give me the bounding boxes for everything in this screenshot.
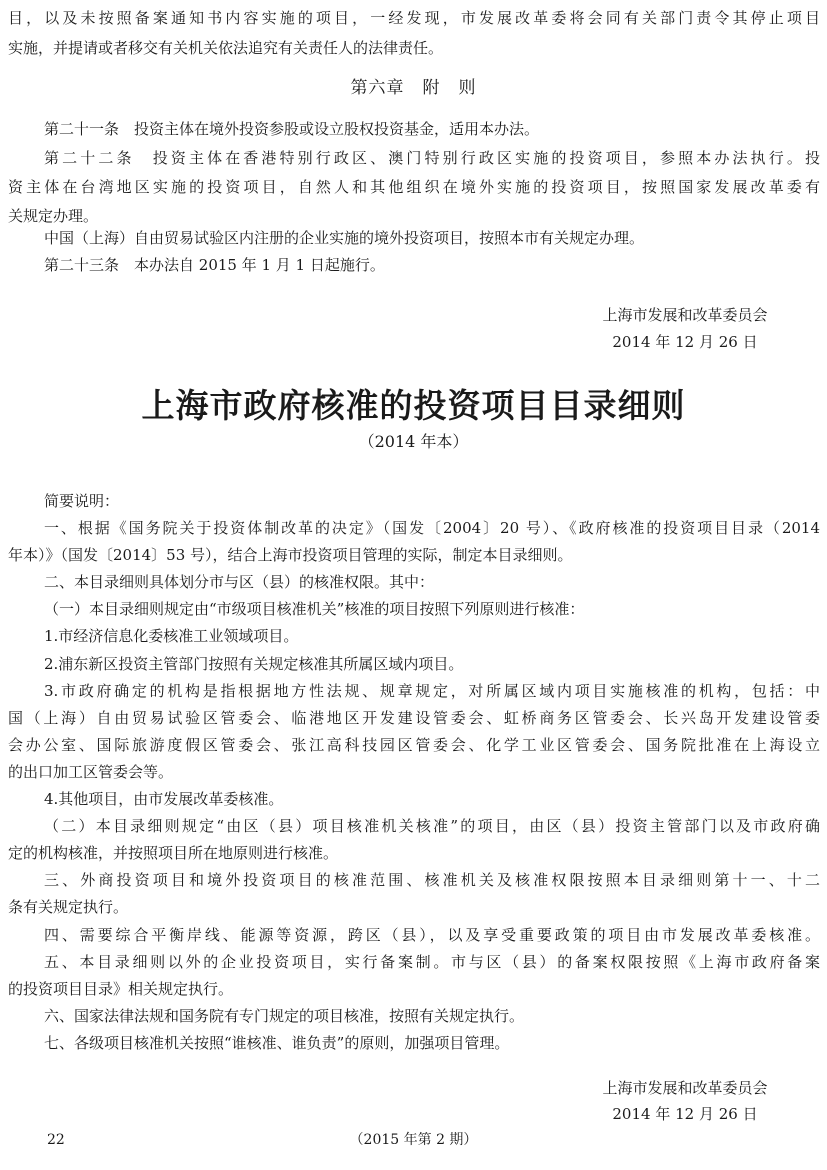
article-22-line-1: 第二十二条 投资主体在香港特别行政区、澳门特别行政区实施的投资项目，参照本办法执行。投	[44, 149, 820, 167]
explanation-line: 会办公室、国际旅游度假区管委会、张江高科技园区管委会、化学工业区管委会、国务院批准在上海设立	[8, 736, 820, 754]
explanation-line: 七、各级项目核准机关按照“谁核准、谁负责”的原则，加强项目管理。	[44, 1034, 510, 1052]
article-23: 第二十三条 本办法自 2015 年 1 月 1 日起施行。	[44, 256, 385, 274]
explanation-line: （一）本目录细则规定由“市级项目核准机关”核准的项目按照下列原则进行核准：	[44, 600, 585, 618]
signature-org-1: 上海市发展和改革委员会	[602, 306, 768, 324]
continuation-line-2: 实施，并提请或者移交有关机关依法追究有关责任人的法律责任。	[8, 39, 444, 57]
document-subtitle: （2014 年本）	[358, 432, 469, 451]
explanation-heading: 简要说明：	[44, 492, 120, 510]
explanation-line: 五、本目录细则以外的企业投资项目，实行备案制。市与区（县）的备案权限按照《上海市政府备案	[44, 953, 820, 971]
explanation-line: 定的机构核准，并按照项目所在地原则进行核准。	[8, 844, 339, 862]
explanation-line: 的出口加工区管委会等。	[8, 763, 174, 781]
ftz-clause: 中国（上海）自由贸易试验区内注册的企业实施的境外投资项目，按照本市有关规定办理。	[44, 229, 645, 247]
document-title: 上海市政府核准的投资项目目录细则	[141, 386, 686, 425]
explanation-line: 四、需要综合平衡岸线、能源等资源，跨区（县），以及享受重要政策的项目由市发展改革委核准。	[44, 926, 820, 944]
explanation-line: 3.市政府确定的机构是指根据地方性法规、规章规定，对所属区域内项目实施核准的机构，包括：中	[44, 682, 820, 700]
explanation-line: 条有关规定执行。	[8, 898, 129, 916]
signature-date-1: 2014 年 12 月 26 日	[612, 333, 758, 351]
explanation-line: 4.其他项目，由市发展改革委核准。	[44, 790, 284, 808]
page-number: 22	[47, 1132, 65, 1148]
chapter-heading: 第六章 附 则	[350, 78, 477, 98]
explanation-line: 2.浦东新区投资主管部门按照有关规定核准其所属区域内项目。	[44, 655, 464, 673]
explanation-line: 三、外商投资项目和境外投资项目的核准范围、核准机关及核准权限按照本目录细则第十一、十二	[44, 871, 820, 889]
article-21: 第二十一条 投资主体在境外投资参股或设立股权投资基金，适用本办法。	[44, 120, 540, 138]
issue-label: （2015 年第 2 期）	[349, 1132, 478, 1148]
explanation-line: 1.市经济信息化委核准工业领域项目。	[44, 627, 299, 645]
explanation-line: 的投资项目目录》相关规定执行。	[8, 980, 234, 998]
signature-date-2: 2014 年 12 月 26 日	[612, 1105, 758, 1123]
signature-org-2: 上海市发展和改革委员会	[602, 1079, 768, 1097]
explanation-line: （二）本目录细则规定“由区（县）项目核准机关核准”的项目，由区（县）投资主管部门以及市政府确	[44, 817, 820, 835]
explanation-line: 一、根据《国务院关于投资体制改革的决定》（国发〔2004〕20 号）、《政府核准的投资项目目录（2014	[44, 519, 820, 537]
article-22-line-2: 资主体在台湾地区实施的投资项目，自然人和其他组织在境外实施的投资项目，按照国家发展改革委有	[8, 178, 820, 196]
explanation-line: 六、国家法律法规和国务院有专门规定的项目核准，按照有关规定执行。	[44, 1007, 525, 1025]
explanation-line: 国（上海）自由贸易试验区管委会、临港地区开发建设管委会、虹桥商务区管委会、长兴岛开发建设管委	[8, 709, 820, 727]
article-22-line-3: 关规定办理。	[8, 207, 99, 225]
explanation-line: 二、本目录细则具体划分市与区（县）的核准权限。其中：	[44, 573, 435, 591]
continuation-line-1: 目，以及未按照备案通知书内容实施的项目，一经发现，市发展改革委将会同有关部门责令其停止项目	[8, 9, 820, 27]
explanation-line: 年本）》（国发〔2014〕53 号），结合上海市投资项目管理的实际，制定本目录细则。	[8, 546, 573, 564]
